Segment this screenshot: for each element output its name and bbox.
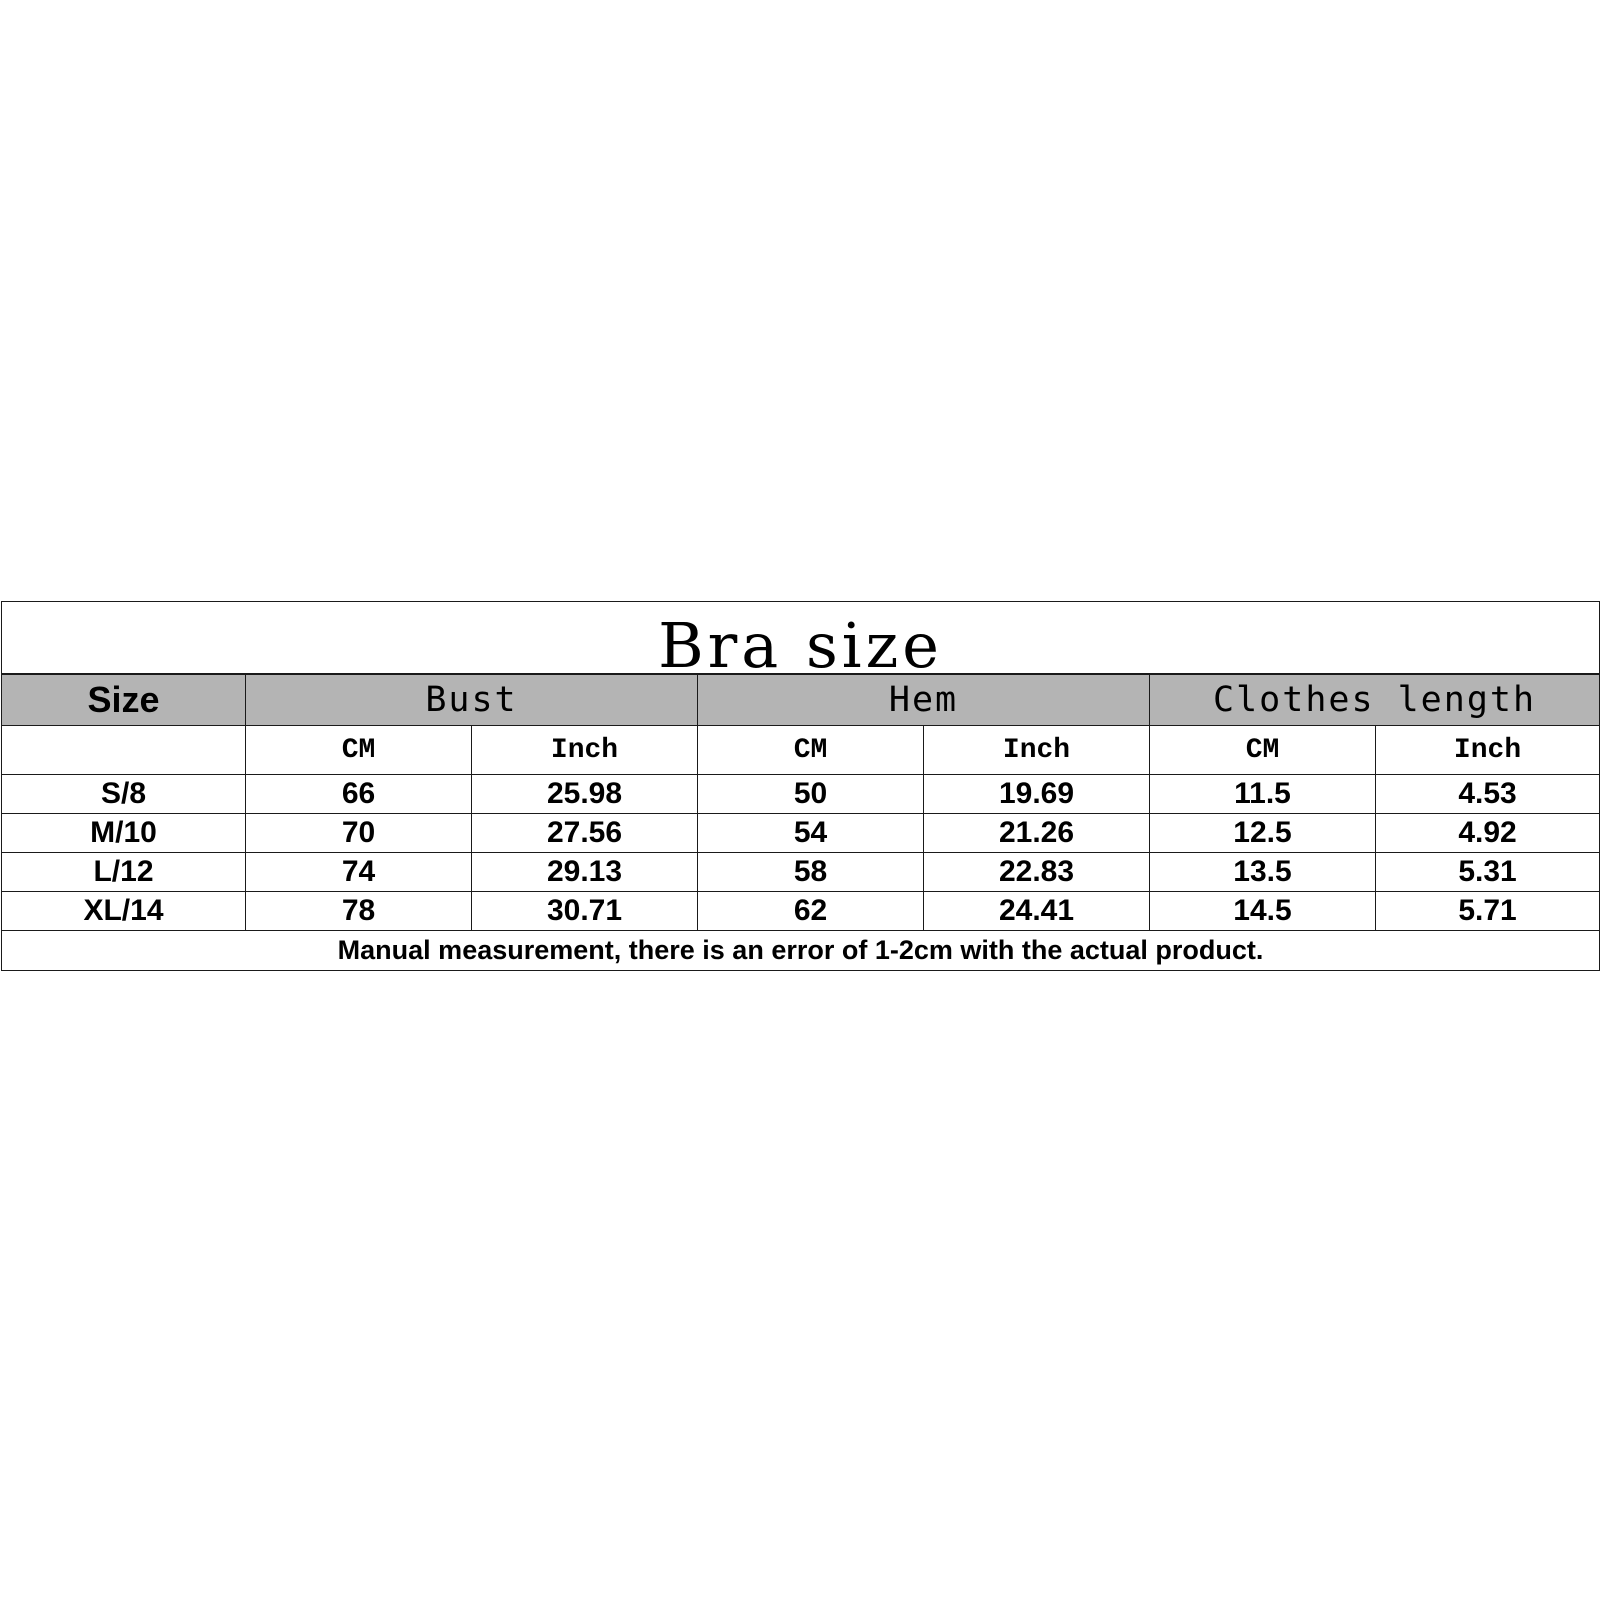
unit-length-cm: CM xyxy=(1150,726,1376,775)
size-cell: L/12 xyxy=(2,853,246,892)
unit-hem-cm: CM xyxy=(698,726,924,775)
hem-inch-cell: 24.41 xyxy=(924,892,1150,931)
bust-cm-cell: 66 xyxy=(246,775,472,814)
length-cm-cell: 13.5 xyxy=(1150,853,1376,892)
hem-cm-cell: 62 xyxy=(698,892,924,931)
bust-cm-cell: 74 xyxy=(246,853,472,892)
length-inch-cell: 4.53 xyxy=(1376,775,1600,814)
bust-inch-cell: 25.98 xyxy=(472,775,698,814)
hem-inch-cell: 21.26 xyxy=(924,814,1150,853)
bust-cm-cell: 70 xyxy=(246,814,472,853)
size-cell: S/8 xyxy=(2,775,246,814)
hem-cm-cell: 50 xyxy=(698,775,924,814)
size-header: Size xyxy=(2,674,246,726)
table-row xyxy=(2,892,1600,931)
title-row xyxy=(2,602,1600,675)
hem-inch-cell: 22.83 xyxy=(924,853,1150,892)
hem-header: Hem xyxy=(698,674,1150,726)
hem-inch-cell: 19.69 xyxy=(924,775,1150,814)
length-inch-cell: 4.92 xyxy=(1376,814,1600,853)
hem-cm-cell: 54 xyxy=(698,814,924,853)
unit-bust-inch: Inch xyxy=(472,726,698,775)
bust-inch-cell: 27.56 xyxy=(472,814,698,853)
clothes-length-header: Clothes length xyxy=(1150,674,1600,726)
header-group-row xyxy=(2,674,1600,726)
size-cell: XL/14 xyxy=(2,892,246,931)
unit-row xyxy=(2,726,1600,775)
length-cm-cell: 14.5 xyxy=(1150,892,1376,931)
measurement-note: Manual measurement, there is an error of 1-2cm with the actual product. xyxy=(2,931,1600,971)
bust-inch-cell: 29.13 xyxy=(472,853,698,892)
unit-length-inch: Inch xyxy=(1376,726,1600,775)
length-inch-cell: 5.31 xyxy=(1376,853,1600,892)
bust-header: Bust xyxy=(246,674,698,726)
bust-cm-cell: 78 xyxy=(246,892,472,931)
table-row xyxy=(2,775,1600,814)
size-chart-table xyxy=(1,601,1600,971)
unit-bust-cm: CM xyxy=(246,726,472,775)
size-cell: M/10 xyxy=(2,814,246,853)
unit-blank-cell xyxy=(2,726,246,775)
length-inch-cell: 5.71 xyxy=(1376,892,1600,931)
length-cm-cell: 11.5 xyxy=(1150,775,1376,814)
table-row xyxy=(2,853,1600,892)
hem-cm-cell: 58 xyxy=(698,853,924,892)
chart-title: Bra size xyxy=(658,608,943,674)
unit-hem-inch: Inch xyxy=(924,726,1150,775)
bust-inch-cell: 30.71 xyxy=(472,892,698,931)
note-row xyxy=(2,931,1600,971)
table-row xyxy=(2,814,1600,853)
title-cell xyxy=(2,602,1600,675)
length-cm-cell: 12.5 xyxy=(1150,814,1376,853)
